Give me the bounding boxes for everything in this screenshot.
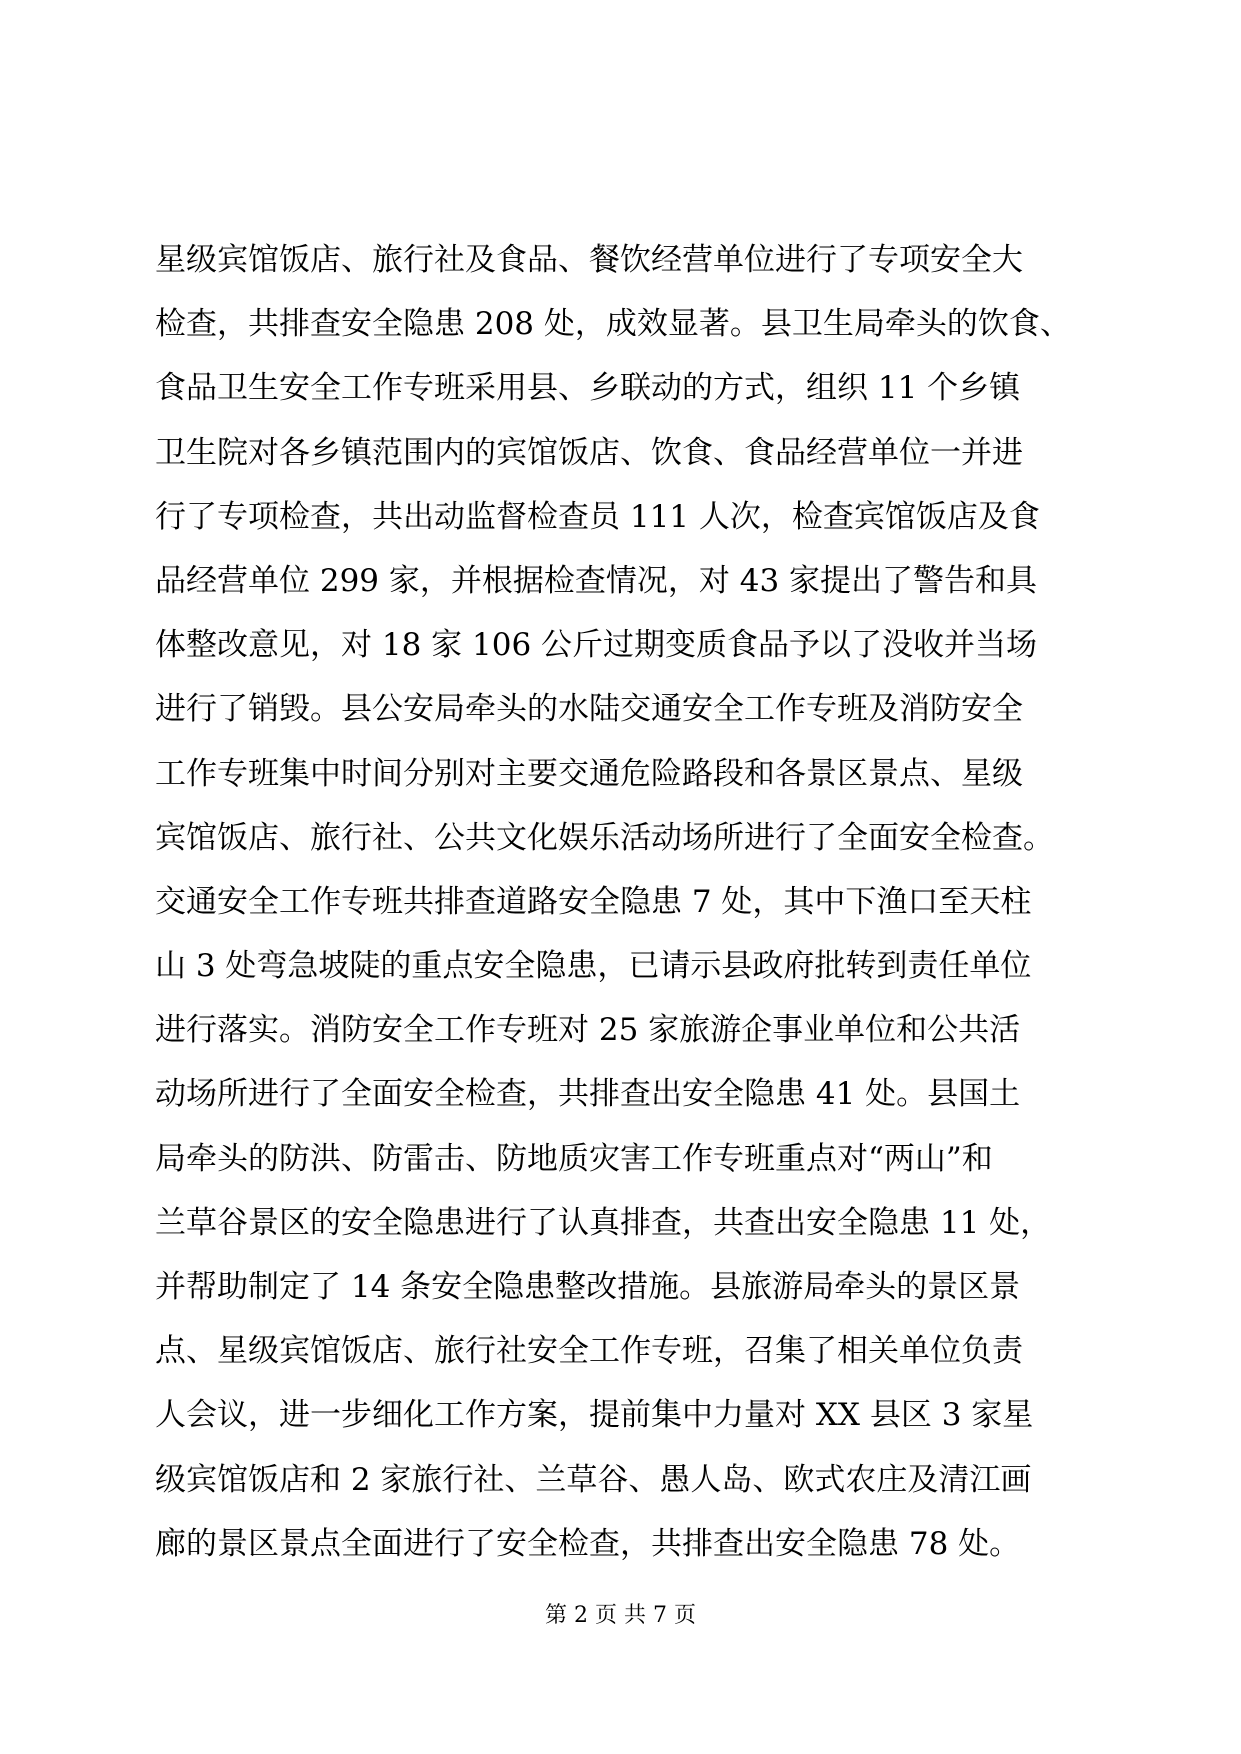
text-line: 廊的景区景点全面进行了安全检查，共排查出安全隐患 78 处。 [155, 1525, 1021, 1562]
text-line: 卫生院对各乡镇范围内的宾馆饭店、饮食、食品经营单位一并进 [155, 434, 1023, 471]
text-line: 动场所进行了全面安全检查，共排查出安全隐患 41 处。县国土 [155, 1076, 1021, 1113]
text-line: 进行了销毁。县公安局牵头的水陆交通安全工作专班及消防安全 [155, 691, 1023, 728]
text-line: 行了专项检查，共出动监督检查员 111 人次，检查宾馆饭店及食 [155, 498, 1040, 535]
text-line: 体整改意见，对 18 家 106 公斤过期变质食品予以了没收并当场 [155, 627, 1038, 664]
text-line: 品经营单位 299 家，并根据检查情况，对 43 家提出了警告和具 [155, 562, 1038, 599]
text-line: 食品卫生安全工作专班采用县、乡联动的方式，组织 11 个乡镇 [155, 370, 1021, 407]
text-line: 并帮助制定了 14 条安全隐患整改措施。县旅游局牵头的景区景 [155, 1269, 1021, 1305]
text-line: 山 3 处弯急坡陡的重点安全隐患，已请示县政府批转到责任单位 [155, 948, 1032, 985]
page-footer: 第 2 页 共 7 页 [545, 1603, 696, 1628]
text-line: 点、星级宾馆饭店、旅行社安全工作专班，召集了相关单位负责 [155, 1333, 1023, 1370]
text-line: 宾馆饭店、旅行社、公共文化娱乐活动场所进行了全面安全检查。 [155, 819, 1054, 856]
text-line: 进行落实。消防安全工作专班对 25 家旅游企事业单位和公共活 [155, 1012, 1021, 1049]
text-line: 人会议，进一步细化工作方案，提前集中力量对 XX 县区 3 家星 [155, 1397, 1034, 1434]
text-line: 工作专班集中时间分别对主要交通危险路段和各景区景点、星级 [155, 755, 1023, 792]
text-line: 星级宾馆饭店、旅行社及食品、餐饮经营单位进行了专项安全大 [155, 242, 1023, 278]
body-text [155, 228, 1095, 1576]
text-line: 兰草谷景区的安全隐患进行了认真排查，共查出安全隐患 11 处， [155, 1204, 1052, 1241]
text-line: 交通安全工作专班共排查道路安全隐患 7 处，其中下渔口至天柱 [155, 883, 1032, 920]
text-line: 检查，共排查安全隐患 208 处，成效显著。县卫生局牵头的饮食、 [155, 306, 1071, 343]
text-line: 级宾馆饭店和 2 家旅行社、兰草谷、愚人岛、欧式农庄及清江画 [155, 1461, 1032, 1498]
text-line: 局牵头的防洪、防雷击、防地质灾害工作专班重点对“两山”和 [155, 1140, 993, 1177]
